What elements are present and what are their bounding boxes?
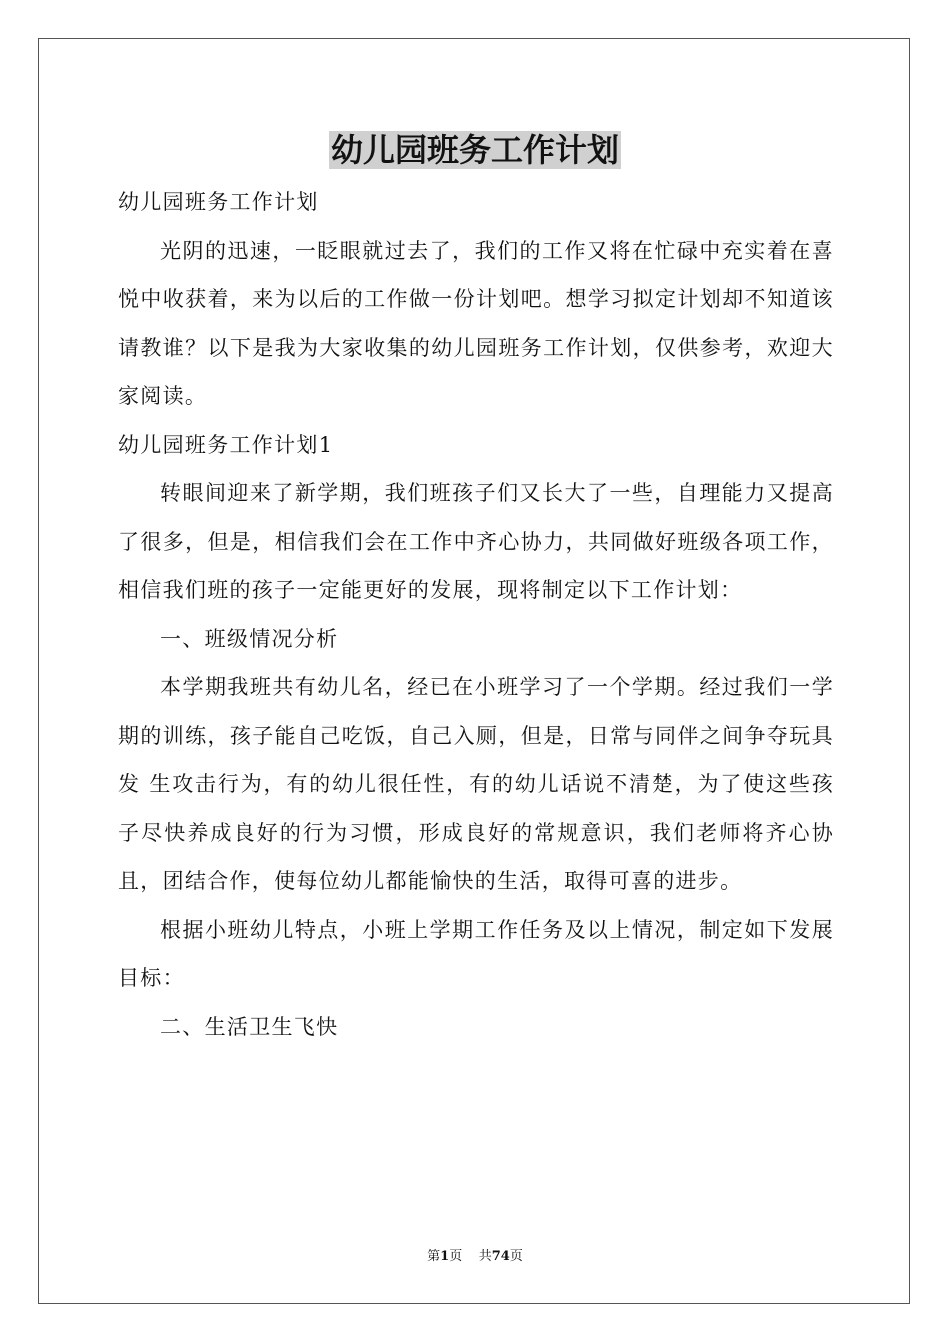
- body-paragraph: 本学期我班共有幼儿名，经已在小班学习了一个学期。经过我们一学期的训练，孩子能自己吃饭，自己入厕，但是，日常与同伴之间争夺玩具发 生攻击行为，有的幼儿很任性，有的幼儿话说不清楚，为了使这些孩子尽快养成良好的行为习惯，形成良好的常规意识，我们老师将齐心协且，团结合作，使每位幼儿都能愉快的生活，取得可喜的进步。: [118, 675, 834, 893]
- footer-page-suffix: 页: [449, 1249, 463, 1264]
- body-paragraph: 幼儿园班务工作计划: [118, 190, 319, 214]
- document-title: [0, 124, 950, 176]
- body-paragraph: 根据小班幼儿特点，小班上学期工作任务及以上情况，制定如下发展目标：: [118, 917, 834, 990]
- document-title-text: 幼儿园班务工作计划: [330, 131, 619, 169]
- body-paragraph: 光阴的迅速，一眨眼就过去了，我们的工作又将在忙碌中充实着在喜悦中收获着，来为以后的工作做一份计划吧。想学习拟定计划却不知道该请教谁？以下是我为大家收集的幼儿园班务工作计划，仅供参考，欢迎大家阅读。: [118, 238, 834, 408]
- body-paragraph: 幼儿园班务工作计划1: [118, 432, 334, 457]
- footer-total-suffix: 页: [509, 1249, 523, 1264]
- body-paragraph: 一、班级情况分析: [160, 626, 339, 651]
- page-footer: [0, 1248, 950, 1266]
- body-paragraph: 二、生活卫生飞快: [160, 1014, 339, 1039]
- footer-current-page: 1: [440, 1249, 450, 1264]
- footer-total-prefix: 共: [478, 1249, 492, 1264]
- footer-prefix: 第: [427, 1249, 441, 1264]
- document-body: [118, 178, 834, 1051]
- body-paragraph: 转眼间迎来了新学期，我们班孩子们又长大了一些，自理能力又提高了很多，但是，相信我们会在工作中齐心协力，共同做好班级各项工作，相信我们班的孩子一定能更好的发展，现将制定以下工作计划：: [118, 481, 834, 602]
- footer-total-pages: 74: [491, 1249, 510, 1264]
